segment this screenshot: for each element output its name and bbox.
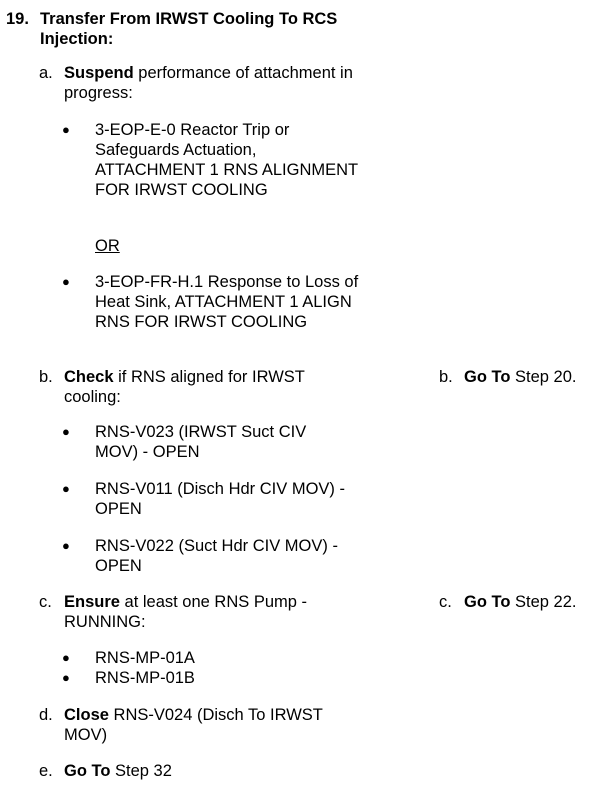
- list-item-text: RNS-V023 (IRWST Suct CIV MOV) - OPEN: [95, 423, 307, 461]
- bullet-icon: ●: [62, 122, 70, 137]
- substep-body: at least one RNS Pump - RUNNING:: [64, 593, 308, 631]
- substep-body: if RNS aligned for IRWST cooling:: [64, 368, 305, 406]
- list-item-text: RNS-MP-01B: [95, 669, 195, 687]
- substep-text: [64, 705, 349, 745]
- substep-text: [64, 63, 364, 103]
- substep-text: [64, 592, 334, 632]
- list-item-text: RNS-MP-01A: [95, 649, 195, 667]
- substep-letter: d.: [39, 706, 53, 724]
- bullet-icon: ●: [62, 424, 70, 439]
- substep-letter: a.: [39, 64, 53, 82]
- bullet-icon: ●: [62, 538, 70, 553]
- or-connector: OR: [95, 237, 120, 255]
- action-verb: Close: [64, 706, 109, 724]
- substep-letter: b.: [39, 368, 53, 386]
- list-item-text: RNS-V011 (Disch Hdr CIV MOV) - OPEN: [95, 480, 345, 518]
- step-number: 19.: [6, 10, 29, 28]
- substep-body: performance of attachment in progress:: [64, 64, 353, 102]
- rnr-letter: b.: [439, 368, 453, 386]
- bullet-icon: ●: [62, 481, 70, 496]
- action-verb: Go To: [64, 762, 111, 780]
- rnr-body: Step 20.: [510, 368, 577, 386]
- substep-text: [64, 761, 364, 781]
- substep-text: [64, 367, 334, 407]
- rnr-text: [464, 592, 577, 612]
- step-title: Transfer From IRWST Cooling To RCS Injection:: [40, 10, 338, 48]
- substep-letter: e.: [39, 762, 53, 780]
- bullet-icon: ●: [62, 670, 70, 685]
- substep-body: RNS-V024 (Disch To IRWST MOV): [64, 706, 323, 744]
- list-item-text: RNS-V022 (Suct Hdr CIV MOV) - OPEN: [95, 537, 338, 575]
- bullet-icon: ●: [62, 650, 70, 665]
- bullet-icon: ●: [62, 274, 70, 289]
- list-item-text: 3-EOP-FR-H.1 Response to Loss of Heat Sink, ATTACHMENT 1 ALIGN RNS FOR IRWST COOLING: [95, 273, 359, 331]
- action-verb: Go To: [464, 593, 511, 611]
- action-verb: Check: [64, 368, 114, 386]
- rnr-text: [464, 367, 577, 387]
- action-verb: Ensure: [64, 593, 120, 611]
- substep-body: Step 32: [110, 762, 172, 780]
- substep-letter: c.: [39, 593, 52, 611]
- action-verb: Suspend: [64, 64, 134, 82]
- action-verb: Go To: [464, 368, 511, 386]
- rnr-body: Step 22.: [510, 593, 577, 611]
- rnr-letter: c.: [439, 593, 452, 611]
- list-item-text: 3-EOP-E-0 Reactor Trip or Safeguards Actuation, ATTACHMENT 1 RNS ALIGNMENT FOR IRWST COOLING: [95, 121, 358, 199]
